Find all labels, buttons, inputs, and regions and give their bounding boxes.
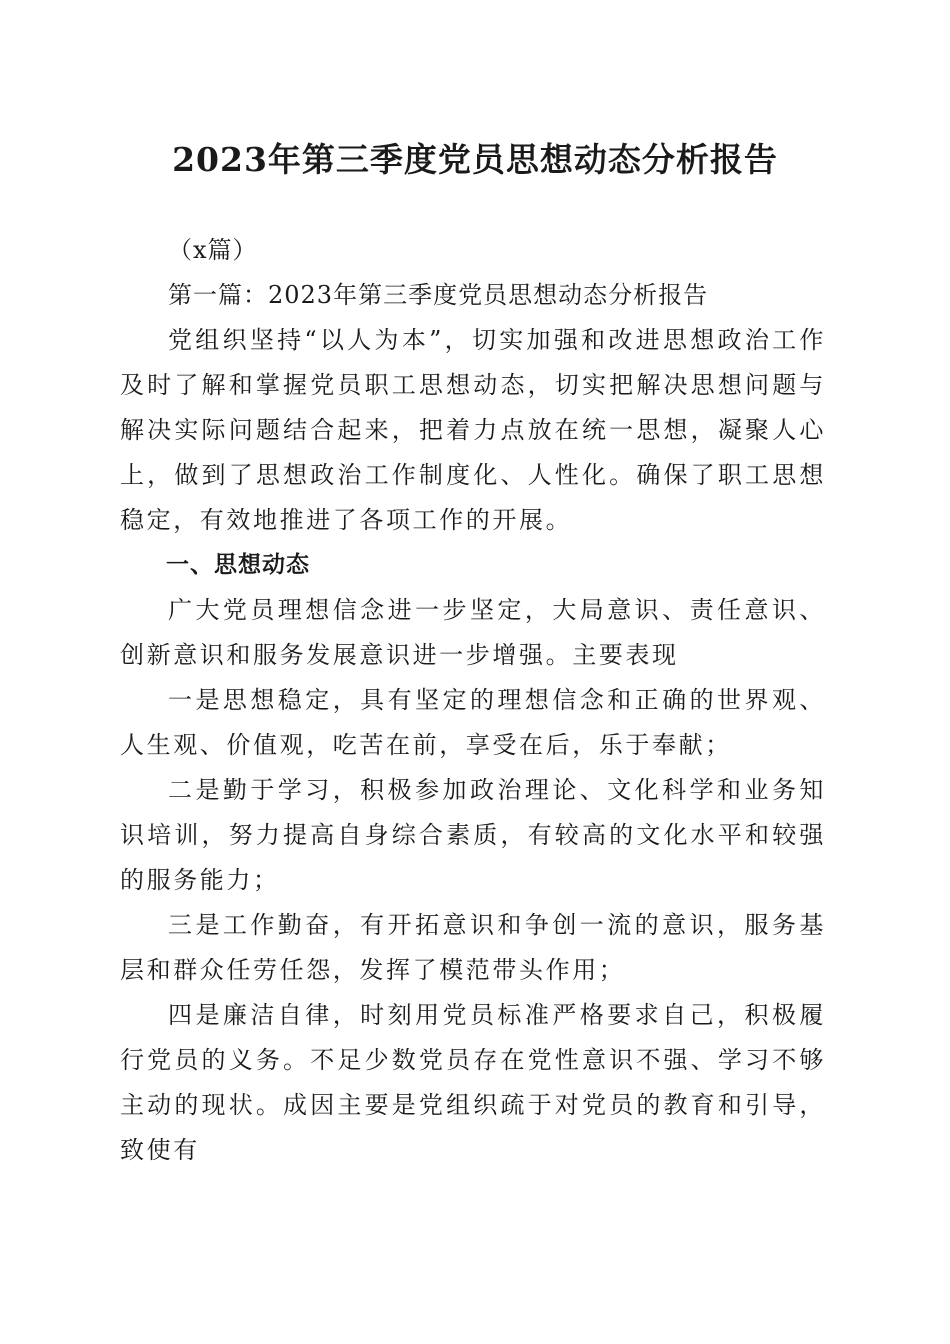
section-paragraph: 三是工作勤奋，有开拓意识和争创一流的意识，服务基层和群众任劳任怨，发挥了模范带头作用； — [120, 911, 826, 984]
section-paragraph: 一是思想稳定，具有坚定的理想信念和正确的世界观、人生观、价值观，吃苦在前，享受在后，乐于奉献； — [120, 686, 826, 759]
section-paragraph: 广大党员理想信念进一步坚定，大局意识、责任意识、创新意识和服务发展意识进一步增强。主要表现 — [120, 596, 826, 669]
document-body — [120, 228, 826, 1173]
section-paragraph: 二是勤于学习，积极参加政治理论、文化科学和业务知识培训，努力提高自身综合素质，有较高的文化水平和较强的服务能力； — [120, 776, 826, 894]
article-subtitle: 第一篇：2023年第三季度党员思想动态分析报告 — [168, 281, 709, 309]
article-count-note: （x篇） — [168, 236, 258, 264]
intro-paragraph: 党组织坚持“以人为本”，切实加强和改进思想政治工作及时了解和掌握党员职工思想动态，切实把解决思想问题与解决实际问题结合起来，把着力点放在统一思想，凝聚人心上，做到了思想政治工作制度化、人性化。确保了职工思想稳定，有效地推进了各项工作的开展。 — [120, 326, 826, 534]
document-title: 2023年第三季度党员思想动态分析报告 — [172, 140, 778, 179]
section-paragraph: 四是廉洁自律，时刻用党员标准严格要求自己，积极履行党员的义务。不足少数党员存在党性意识不强、学习不够主动的现状。成因主要是党组织疏于对党员的教育和引导，致使有 — [120, 1001, 826, 1164]
section-heading-thought-dynamics: 一、思想动态 — [166, 552, 310, 578]
